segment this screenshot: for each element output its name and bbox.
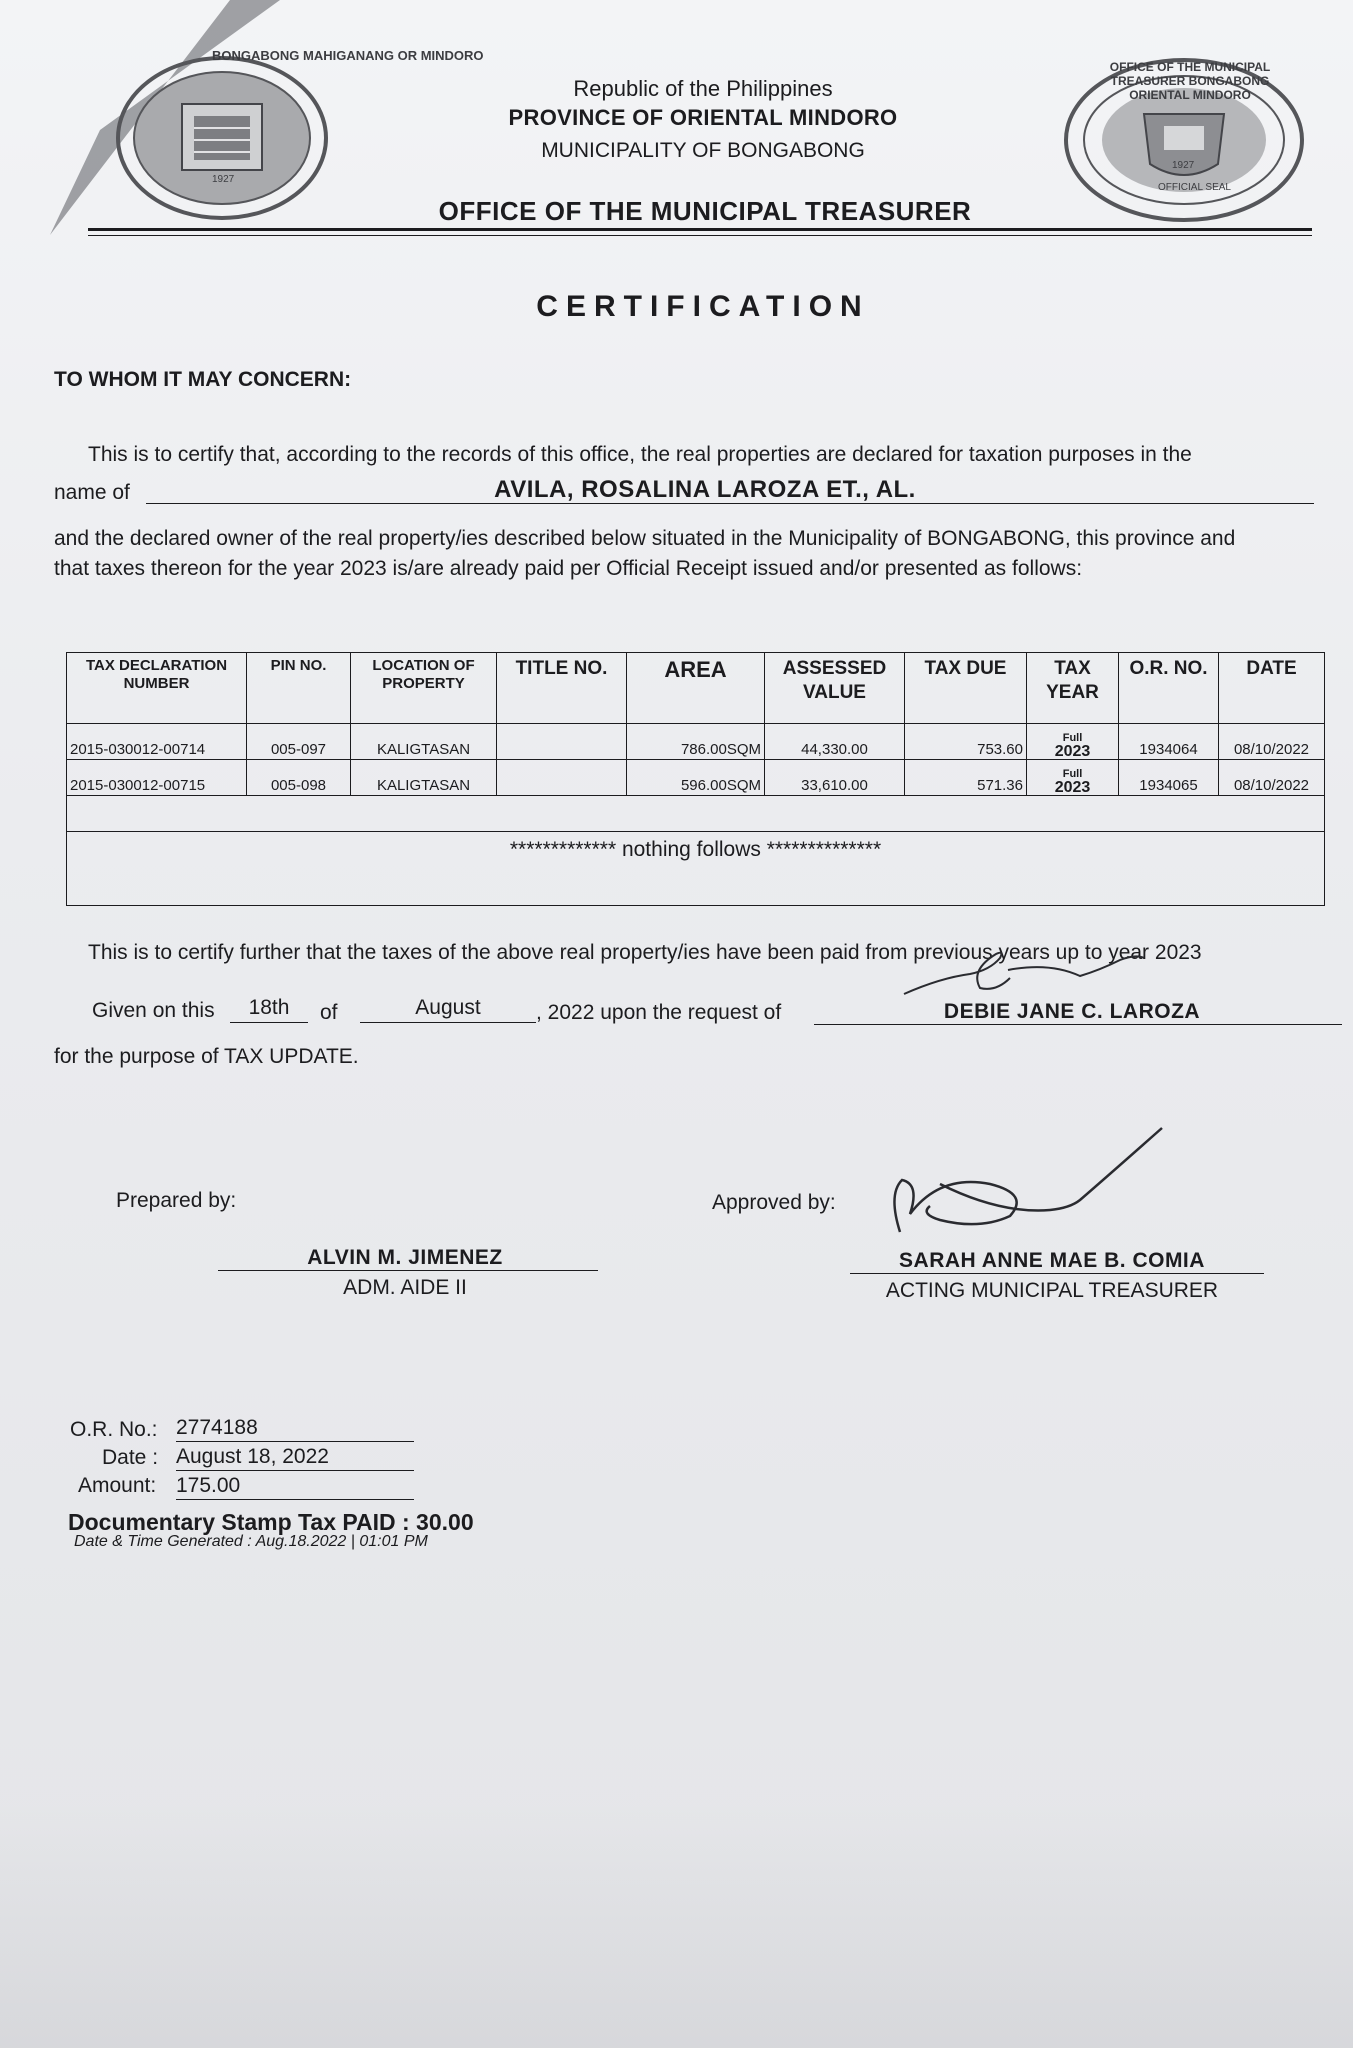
prepared-by-name: ALVIN M. JIMENEZ [307, 1246, 503, 1269]
th-pin: PIN NO. [247, 653, 351, 724]
left-seal-text: BONGABONG MAHIGANANG OR MINDORO [212, 48, 484, 63]
prepared-by-label: Prepared by: [116, 1189, 237, 1212]
given-month: August [415, 996, 481, 1019]
cell-tax-declaration: 2015-030012-00715 [67, 760, 247, 796]
approved-by-name: SARAH ANNE MAE B. COMIA [899, 1249, 1205, 1272]
table-blank-row [67, 796, 1325, 832]
given-prefix: Given on this [92, 999, 215, 1022]
document-title: CERTIFICATION [536, 290, 870, 323]
cell-or-no: 1934065 [1119, 760, 1219, 796]
cell-area: 786.00SQM [627, 724, 765, 760]
cell-date: 08/10/2022 [1219, 724, 1325, 760]
receipt-amount-label: Amount: [78, 1474, 157, 1497]
header-rule-thin [88, 235, 1312, 236]
requester-underline [814, 1024, 1342, 1025]
nothing-follows: ************* nothing follows ************** [67, 832, 1325, 906]
salutation: TO WHOM IT MAY CONCERN: [54, 368, 352, 391]
cell-location: KALIGTASAN [351, 724, 497, 760]
given-suffix: , 2022 upon the request of [536, 1001, 782, 1024]
or-number-underline [176, 1441, 414, 1442]
receipt-date-label: Date : [102, 1446, 159, 1469]
cell-or-no: 1934064 [1119, 724, 1219, 760]
page-shadow [0, 1800, 1353, 2048]
given-day: 18th [248, 996, 290, 1019]
receipt-amount-value: 175.00 [176, 1474, 241, 1497]
approved-by-label: Approved by: [712, 1191, 836, 1214]
month-underline [360, 1022, 536, 1023]
receipt-date-underline [176, 1470, 414, 1471]
header-rule [88, 228, 1312, 231]
left-seal-year: 1927 [212, 174, 235, 185]
right-seal-small-text: OFFICIAL SEAL [1158, 182, 1231, 193]
th-tax-declaration: TAX DECLARATION NUMBER [67, 653, 247, 724]
right-seal-text: OFFICE OF THE MUNICIPAL TREASURER BONGABONG ORIENTAL MINDORO [1109, 60, 1271, 102]
header-municipality: MUNICIPALITY OF BONGABONG [541, 139, 865, 162]
header-province: PROVINCE OF ORIENTAL MINDORO [508, 105, 898, 130]
prepared-by-position: ADM. AIDE II [343, 1276, 467, 1299]
th-tax-due: TAX DUE [905, 653, 1027, 724]
body-paragraph-1: This is to certify that, according to the records of this office, the real properties are declared for taxation purposes in the [88, 443, 1192, 466]
header-republic: Republic of the Philippines [573, 76, 833, 101]
cell-tax-declaration: 2015-030012-00714 [67, 724, 247, 760]
body-paragraph-2-line1: and the declared owner of the real property/ies described below situated in the Municipality of BONGABONG, this province and [54, 527, 1236, 550]
th-or-no: O.R. NO. [1119, 653, 1219, 724]
table-row [67, 724, 1325, 760]
or-number-label: O.R. No.: [70, 1418, 158, 1441]
tax-year-value: 2023 [1054, 779, 1091, 796]
table-nothing-follows-row [67, 832, 1325, 906]
tax-year-value: 2023 [1054, 743, 1091, 760]
purpose: for the purpose of TAX UPDATE. [54, 1045, 359, 1068]
property-table [66, 652, 1325, 906]
requester-signature-icon [900, 948, 1160, 1008]
cell-pin: 005-098 [247, 760, 351, 796]
th-tax-year: TAX YEAR [1027, 653, 1119, 724]
cell-area: 596.00SQM [627, 760, 765, 796]
cell-tax-year [1027, 724, 1119, 760]
th-title-no: TITLE NO. [497, 653, 627, 724]
further-certification: This is to certify further that the taxes of the above real property/ies have been paid from previous years up to year 2023 [88, 941, 1202, 964]
approved-by-position: ACTING MUNICIPAL TREASURER [885, 1279, 1219, 1302]
cell-location: KALIGTASAN [351, 760, 497, 796]
table-header-row [67, 653, 1325, 724]
cell-tax-year [1027, 760, 1119, 796]
cell-assessed-value: 44,330.00 [765, 724, 905, 760]
th-location: LOCATION OF PROPERTY [351, 653, 497, 724]
documentary-stamp-tax: Documentary Stamp Tax PAID : 30.00 [68, 1509, 474, 1535]
cell-title-no [497, 724, 627, 760]
table-row [67, 760, 1325, 796]
or-number-value: 2774188 [176, 1416, 258, 1439]
th-area: AREA [627, 653, 765, 724]
cell-pin: 005-097 [247, 724, 351, 760]
right-seal-year: 1927 [1172, 160, 1195, 171]
header-office: OFFICE OF THE MUNICIPAL TREASURER [438, 196, 972, 226]
date-time-generated: Date & Time Generated : Aug.18.2022 | 01:01 PM [74, 1533, 428, 1550]
receipt-amount-underline [176, 1499, 414, 1500]
receipt-date-value: August 18, 2022 [176, 1445, 329, 1468]
cell-tax-due: 571.36 [905, 760, 1027, 796]
treasurer-signature-icon [880, 1124, 1170, 1244]
requester-name: DEBIE JANE C. LAROZA [943, 1000, 1201, 1023]
body-paragraph-2-line2: that taxes thereon for the year 2023 is/are already paid per Official Receipt issued and/or presented as follows: [54, 557, 1083, 580]
tax-year-note: Full [1062, 732, 1083, 744]
th-date: DATE [1219, 653, 1325, 724]
approved-underline [850, 1273, 1264, 1274]
owner-name: AVILA, ROSALINA LAROZA ET., AL. [494, 476, 916, 503]
cell-title-no [497, 760, 627, 796]
tax-year-note: Full [1062, 768, 1083, 780]
given-of: of [320, 1001, 338, 1024]
th-assessed-value: ASSESSED VALUE [765, 653, 905, 724]
blank-cell [67, 796, 1325, 832]
name-of-label: name of [54, 481, 130, 504]
cell-date: 08/10/2022 [1219, 760, 1325, 796]
prepared-underline [218, 1270, 598, 1271]
cell-tax-due: 753.60 [905, 724, 1027, 760]
day-underline [230, 1022, 308, 1023]
cell-assessed-value: 33,610.00 [765, 760, 905, 796]
